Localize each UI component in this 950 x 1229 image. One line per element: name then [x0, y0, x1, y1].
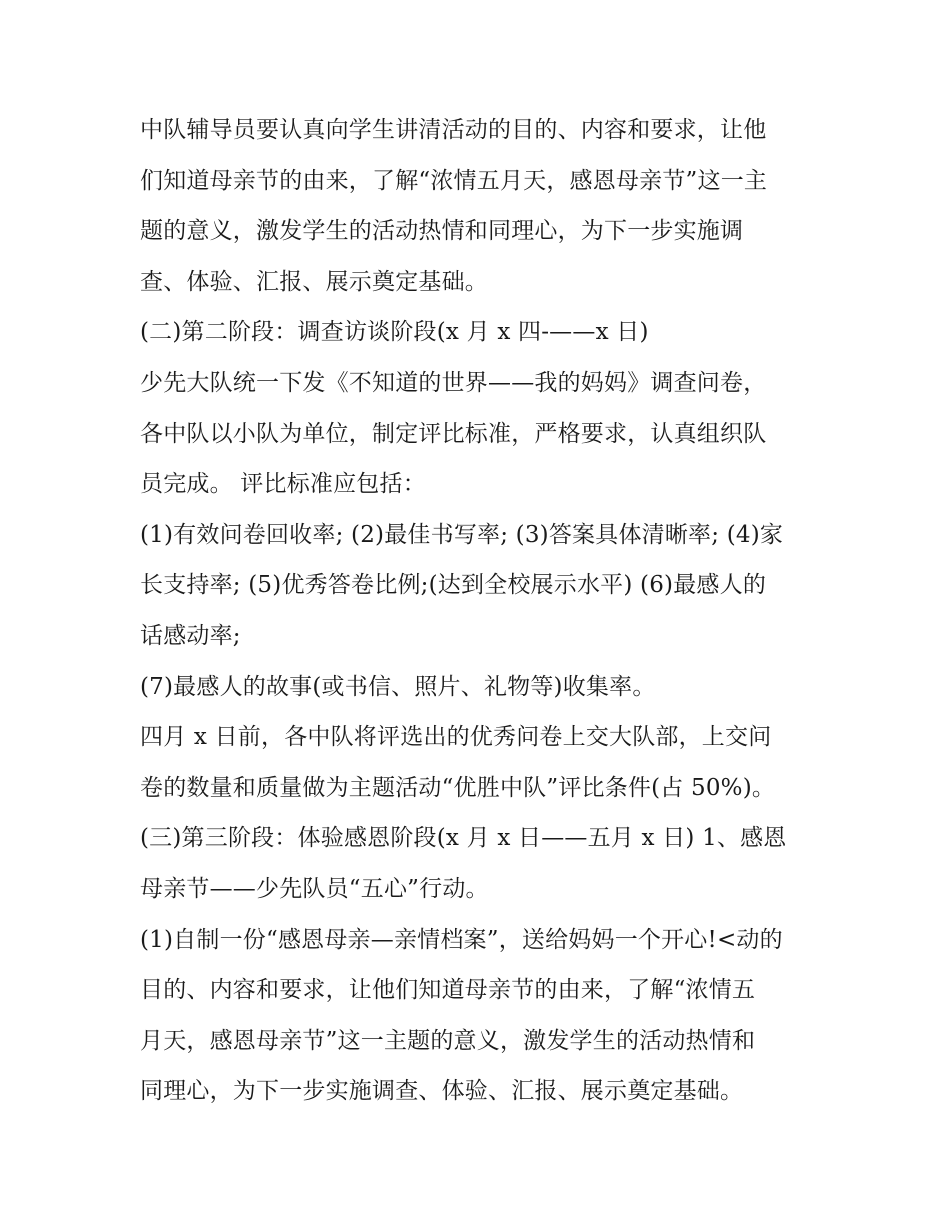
text-line: 员完成。 评比标准应包括：	[140, 471, 426, 498]
text-line: 同理心，为下一步实施调查、体验、汇报、展示奠定基础。	[140, 1078, 744, 1105]
criteria-list-line: 话感动率;	[140, 622, 241, 649]
text-line: 卷的数量和质量做为主题活动“优胜中队”评比条件(占 50%)。	[140, 774, 776, 801]
text-line: 查、体验、汇报、展示奠定基础。	[140, 268, 488, 295]
text-line: 目的、内容和要求，让他们知道母亲节的由来，了解“浓情五	[140, 977, 756, 1004]
document-body	[140, 107, 812, 1119]
text-line: 月天，感恩母亲节”这一主题的意义，激发学生的活动热情和	[140, 1027, 756, 1054]
text-line: 中队辅导员要认真向学生讲清活动的目的、内容和要求，让他	[140, 117, 767, 143]
text-line: 母亲节——少先队员“五心”行动。	[140, 875, 489, 902]
criteria-list-line: (1)有效问卷回收率; (2)最佳书写率; (3)答案具体清晰率; (4)家	[140, 521, 784, 548]
section-heading-stage-three: (三)第三阶段：体验感恩阶段(x 月 x 日——五月 x 日) 1、感恩	[140, 825, 787, 852]
criteria-list-line: 长支持率; (5)优秀答卷比例;(达到全校展示水平) (6)最感人的	[140, 572, 767, 599]
text-line: 四月 x 日前，各中队将评选出的优秀问卷上交大队部，上交问	[140, 724, 772, 751]
criteria-list-line: (7)最感人的故事(或书信、照片、礼物等)收集率。	[140, 673, 656, 700]
text-line: (1)自制一份“感恩母亲—亲情档案”，送给妈妈一个开心!<动的	[140, 926, 783, 953]
text-line: 题的意义，激发学生的活动热情和同理心，为下一步实施调	[140, 218, 744, 245]
text-line: 少先大队统一下发《不知道的世界——我的妈妈》调查问卷，	[140, 369, 767, 396]
section-heading-stage-two: (二)第二阶段：调查访谈阶段(x 月 x 四-——x 日)	[140, 319, 649, 346]
text-line: 们知道母亲节的由来，了解“浓情五月天，感恩母亲节”这一主	[140, 167, 768, 194]
text-line: 各中队以小队为单位，制定评比标准，严格要求，认真组织队	[140, 420, 767, 447]
